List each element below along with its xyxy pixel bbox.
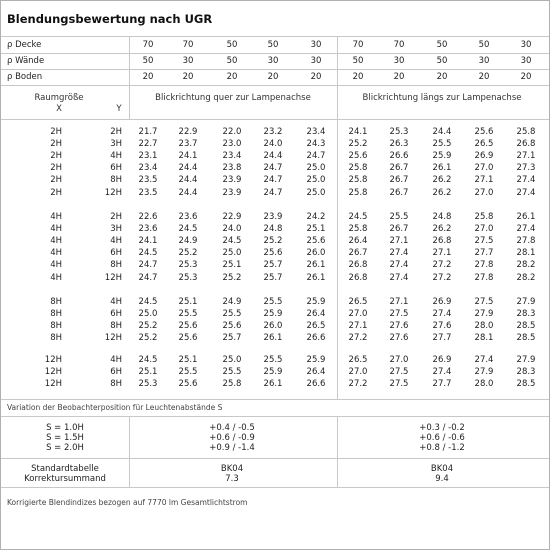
row-divider (1, 487, 549, 488)
spacing-label: S = 2.0H (46, 443, 84, 453)
reflectance-value: 30 (478, 56, 490, 66)
reflectance-value: 30 (267, 56, 279, 66)
footnote: Korrigierte Blendindizes bezogen auf 7770 lm Gesamtlichtstrom (7, 498, 248, 507)
ugr-value: 25.7 (222, 333, 242, 344)
ugr-value: 24.7 (263, 187, 283, 198)
room-x-value: 12H (44, 367, 62, 378)
ugr-value: 25.0 (306, 187, 326, 198)
ugr-value: 27.6 (389, 321, 409, 332)
reflectance-value: 20 (520, 72, 532, 82)
row-divider (1, 119, 549, 120)
reflectance-value: 50 (478, 40, 490, 50)
room-y-value: 3H (110, 224, 122, 235)
ugr-value: 26.4 (306, 367, 326, 378)
ugr-value: 25.8 (222, 379, 242, 390)
ugr-value: 24.5 (222, 236, 242, 247)
ugr-value: 25.2 (263, 236, 283, 247)
ugr-value: 27.8 (474, 272, 494, 283)
ugr-value: 27.4 (516, 224, 536, 235)
ugr-value: 25.1 (138, 367, 158, 378)
ugr-value: 26.6 (306, 333, 326, 344)
ugr-value: 26.5 (306, 321, 326, 332)
room-y-value: 3H (110, 139, 122, 150)
ugr-value: 26.7 (389, 187, 409, 198)
ugr-value: 22.9 (178, 127, 198, 137)
ugr-value: 27.9 (516, 297, 536, 307)
ugr-value: 24.9 (222, 297, 242, 307)
ugr-value: 28.1 (516, 248, 536, 259)
ugr-value: 24.5 (348, 212, 368, 222)
ugr-value: 26.7 (389, 163, 409, 174)
ugr-value: 27.0 (474, 163, 494, 174)
ugr-value: 23.2 (263, 127, 283, 137)
ugr-value: 26.6 (306, 379, 326, 390)
reflectance-value: 30 (520, 56, 532, 66)
room-x-value: 8H (50, 321, 62, 332)
ugr-value: 25.3 (178, 272, 198, 283)
ugr-value: 25.8 (348, 163, 368, 174)
page-title: Blendungsbewertung nach UGR (7, 12, 213, 26)
ugr-value: 27.4 (474, 355, 494, 365)
ugr-value: 26.1 (263, 333, 283, 344)
ugr-value: 28.0 (474, 379, 494, 390)
standard-table-label: Standardtabelle (31, 464, 99, 474)
ugr-value: 25.0 (306, 163, 326, 174)
ugr-value: 25.6 (222, 321, 242, 332)
ugr-value: 27.4 (389, 248, 409, 259)
room-x-value: 8H (50, 297, 62, 307)
ugr-value: 26.2 (432, 175, 452, 186)
reflectance-value: 20 (182, 72, 194, 82)
ugr-value: 23.9 (222, 175, 242, 186)
ugr-value: 27.4 (389, 272, 409, 283)
ugr-value: 25.3 (178, 260, 198, 271)
ugr-value: 24.3 (306, 139, 326, 150)
room-x-value: 4H (50, 260, 62, 271)
room-y-value: 6H (110, 367, 122, 378)
ugr-value: 26.6 (389, 151, 409, 162)
ugr-value: 27.1 (474, 175, 494, 186)
ugr-value: 26.8 (516, 139, 536, 150)
room-x-value: 8H (50, 333, 62, 344)
ugr-value: 27.0 (348, 309, 368, 320)
column-divider (129, 416, 130, 487)
row-divider (1, 85, 549, 86)
ugr-value: 26.0 (263, 321, 283, 332)
ugr-value: 27.4 (389, 260, 409, 271)
ugr-value: 28.2 (516, 272, 536, 283)
cross-standard-table: BK04 (220, 464, 244, 474)
reflectance-value: 20 (267, 72, 279, 82)
reflectance-value: 30 (520, 40, 532, 50)
ugr-value: 26.1 (306, 272, 326, 283)
variation-heading: Variation der Beobachterposition für Leuchtenabstände S (7, 403, 223, 412)
reflectance-value: 70 (182, 40, 194, 50)
ugr-value: 25.6 (306, 236, 326, 247)
room-y-value: 6H (110, 248, 122, 259)
row-divider (1, 69, 549, 70)
reflectance-value: 30 (393, 56, 405, 66)
ugr-value: 28.5 (516, 321, 536, 332)
ugr-value: 25.8 (348, 224, 368, 235)
ugr-value: 27.0 (474, 187, 494, 198)
room-x-value: 8H (50, 309, 62, 320)
ugr-value: 23.9 (222, 187, 242, 198)
ugr-value: 27.2 (348, 379, 368, 390)
reflectance-label: ρ Boden (7, 72, 43, 82)
ugr-value: 26.1 (306, 260, 326, 271)
ugr-value: 27.8 (516, 236, 536, 247)
ugr-value: 25.5 (389, 212, 409, 222)
room-y-value: 12H (104, 187, 122, 198)
ugr-value: 26.8 (348, 260, 368, 271)
ugr-value: 26.2 (432, 187, 452, 198)
reflectance-value: 20 (436, 72, 448, 82)
along-variation: +0.3 / -0.2 (419, 423, 465, 433)
ugr-value: 27.1 (432, 248, 452, 259)
row-divider (1, 53, 549, 54)
ugr-value: 26.1 (516, 212, 536, 222)
ugr-value: 24.4 (432, 127, 452, 137)
room-y-value: 8H (110, 379, 122, 390)
room-y-value: 8H (110, 175, 122, 186)
ugr-value: 28.1 (474, 333, 494, 344)
room-y-value: 8H (110, 260, 122, 271)
ugr-value: 25.0 (138, 309, 158, 320)
ugr-value: 23.0 (222, 139, 242, 150)
ugr-value: 25.8 (474, 212, 494, 222)
ugr-value: 22.0 (222, 127, 242, 137)
ugr-value: 27.7 (432, 333, 452, 344)
ugr-value: 28.3 (516, 367, 536, 378)
ugr-value: 26.2 (432, 224, 452, 235)
reflectance-value: 30 (182, 56, 194, 66)
ugr-value: 27.2 (432, 272, 452, 283)
ugr-value: 23.4 (138, 163, 158, 174)
ugr-value: 26.5 (474, 139, 494, 150)
y-header: Y (116, 104, 122, 114)
reflectance-value: 30 (310, 56, 322, 66)
ugr-value: 27.4 (432, 309, 452, 320)
ugr-value: 26.9 (474, 151, 494, 162)
ugr-value: 27.8 (474, 260, 494, 271)
ugr-value: 24.4 (178, 187, 198, 198)
reflectance-value: 20 (310, 72, 322, 82)
ugr-value: 23.8 (222, 163, 242, 174)
room-x-value: 4H (50, 272, 62, 283)
ugr-value: 26.5 (348, 297, 368, 307)
reflectance-value: 20 (393, 72, 405, 82)
ugr-value: 25.5 (222, 367, 242, 378)
ugr-value: 25.1 (222, 260, 242, 271)
ugr-value: 26.7 (389, 175, 409, 186)
reflectance-label: ρ Decke (7, 40, 42, 50)
ugr-value: 25.2 (138, 321, 158, 332)
ugr-value: 25.8 (348, 187, 368, 198)
ugr-value: 25.0 (222, 248, 242, 259)
reflectance-value: 50 (226, 56, 238, 66)
reflectance-value: 20 (478, 72, 490, 82)
room-y-value: 2H (110, 212, 122, 222)
ugr-value: 25.1 (178, 355, 198, 365)
ugr-value: 24.7 (306, 151, 326, 162)
ugr-value: 25.5 (263, 297, 283, 307)
ugr-value: 26.7 (389, 224, 409, 235)
column-divider (337, 416, 338, 487)
x-header: X (56, 104, 62, 114)
ugr-value: 27.6 (432, 321, 452, 332)
correction-label: Korrektursummand (24, 474, 106, 484)
room-x-value: 2H (50, 151, 62, 162)
room-x-value: 4H (50, 236, 62, 247)
ugr-value: 27.1 (389, 236, 409, 247)
ugr-value: 23.6 (178, 212, 198, 222)
ugr-value: 24.4 (263, 151, 283, 162)
along-correction: 9.4 (435, 474, 449, 484)
ugr-value: 24.2 (306, 212, 326, 222)
ugr-value: 23.4 (222, 151, 242, 162)
room-x-value: 2H (50, 139, 62, 150)
ugr-value: 26.0 (306, 248, 326, 259)
room-y-value: 4H (110, 355, 122, 365)
room-y-value: 4H (110, 297, 122, 307)
ugr-value: 24.4 (178, 163, 198, 174)
along-variation: +0.6 / -0.6 (419, 433, 465, 443)
ugr-value: 24.9 (178, 236, 198, 247)
ugr-value: 27.1 (389, 297, 409, 307)
ugr-value: 22.7 (138, 139, 158, 150)
reflectance-value: 20 (352, 72, 364, 82)
room-x-value: 12H (44, 379, 62, 390)
ugr-value: 21.7 (138, 127, 158, 137)
room-x-value: 2H (50, 163, 62, 174)
ugr-value: 24.7 (263, 175, 283, 186)
ugr-value: 26.9 (432, 355, 452, 365)
reflectance-value: 50 (352, 56, 364, 66)
ugr-value: 24.5 (178, 224, 198, 235)
ugr-value: 25.3 (138, 379, 158, 390)
cross-variation: +0.9 / -1.4 (209, 443, 255, 453)
ugr-value: 27.5 (389, 367, 409, 378)
cross-direction-header: Blickrichtung quer zur Lampenachse (155, 93, 311, 103)
ugr-value: 26.7 (348, 248, 368, 259)
ugr-value: 25.6 (178, 333, 198, 344)
ugr-value: 25.2 (222, 272, 242, 283)
ugr-value: 25.5 (178, 309, 198, 320)
ugr-value: 27.7 (474, 248, 494, 259)
ugr-value: 27.0 (474, 224, 494, 235)
ugr-value: 24.5 (138, 355, 158, 365)
ugr-value: 28.5 (516, 379, 536, 390)
ugr-value: 23.4 (306, 127, 326, 137)
row-divider (1, 36, 549, 37)
ugr-value: 24.8 (263, 224, 283, 235)
ugr-value: 24.7 (138, 272, 158, 283)
ugr-value: 22.6 (138, 212, 158, 222)
ugr-value: 27.2 (348, 333, 368, 344)
reflectance-value: 50 (226, 40, 238, 50)
ugr-value: 27.2 (432, 260, 452, 271)
ugr-value: 24.7 (138, 260, 158, 271)
along-variation: +0.8 / -1.2 (419, 443, 465, 453)
room-y-value: 4H (110, 236, 122, 247)
ugr-value: 24.5 (138, 248, 158, 259)
room-y-value: 2H (110, 127, 122, 137)
spacing-label: S = 1.5H (46, 433, 84, 443)
reflectance-value: 70 (393, 40, 405, 50)
ugr-value: 25.5 (263, 355, 283, 365)
ugr-value: 24.1 (138, 236, 158, 247)
ugr-value: 27.5 (474, 297, 494, 307)
spacing-label: S = 1.0H (46, 423, 84, 433)
ugr-value: 26.3 (389, 139, 409, 150)
ugr-value: 28.5 (516, 333, 536, 344)
ugr-value: 25.9 (306, 355, 326, 365)
ugr-value: 24.5 (138, 297, 158, 307)
reflectance-value: 20 (226, 72, 238, 82)
room-y-value: 6H (110, 163, 122, 174)
ugr-value: 24.0 (222, 224, 242, 235)
reflectance-value: 70 (352, 40, 364, 50)
reflectance-value: 50 (436, 40, 448, 50)
ugr-value: 23.5 (138, 175, 158, 186)
reflectance-value: 50 (436, 56, 448, 66)
ugr-value: 25.9 (306, 297, 326, 307)
ugr-value: 23.5 (138, 187, 158, 198)
reflectance-label: ρ Wände (7, 56, 45, 66)
ugr-value: 28.2 (516, 260, 536, 271)
ugr-value: 27.5 (474, 236, 494, 247)
room-y-value: 12H (104, 272, 122, 283)
room-x-value: 4H (50, 212, 62, 222)
room-x-value: 12H (44, 355, 62, 365)
ugr-value: 23.7 (178, 139, 198, 150)
room-x-value: 2H (50, 175, 62, 186)
ugr-value: 27.4 (516, 175, 536, 186)
ugr-value: 25.7 (263, 272, 283, 283)
ugr-value: 27.5 (389, 309, 409, 320)
ugr-value: 27.0 (389, 355, 409, 365)
reflectance-value: 50 (142, 56, 154, 66)
ugr-value: 25.5 (432, 139, 452, 150)
ugr-value: 25.1 (306, 224, 326, 235)
ugr-value: 25.6 (178, 321, 198, 332)
reflectance-value: 70 (142, 40, 154, 50)
ugr-value: 25.9 (263, 309, 283, 320)
ugr-value: 26.1 (432, 163, 452, 174)
ugr-value: 27.1 (348, 321, 368, 332)
ugr-value: 25.6 (263, 248, 283, 259)
room-y-value: 4H (110, 151, 122, 162)
ugr-value: 27.4 (432, 367, 452, 378)
ugr-value: 24.1 (178, 151, 198, 162)
ugr-value: 27.9 (516, 355, 536, 365)
ugr-value: 24.1 (348, 127, 368, 137)
ugr-value: 27.5 (389, 379, 409, 390)
ugr-value: 28.3 (516, 309, 536, 320)
ugr-value: 26.9 (432, 297, 452, 307)
ugr-value: 25.2 (138, 333, 158, 344)
ugr-value: 24.8 (432, 212, 452, 222)
ugr-value: 25.6 (348, 151, 368, 162)
ugr-value: 27.6 (389, 333, 409, 344)
ugr-value: 28.0 (474, 321, 494, 332)
ugr-value: 25.0 (306, 175, 326, 186)
reflectance-value: 20 (142, 72, 154, 82)
room-y-value: 12H (104, 333, 122, 344)
row-divider (1, 399, 549, 400)
reflectance-value: 30 (310, 40, 322, 50)
ugr-value: 27.9 (474, 309, 494, 320)
room-x-value: 4H (50, 224, 62, 235)
ugr-value: 26.4 (306, 309, 326, 320)
ugr-value: 25.9 (432, 151, 452, 162)
ugr-value: 26.8 (348, 272, 368, 283)
room-y-value: 6H (110, 309, 122, 320)
ugr-value: 24.7 (263, 163, 283, 174)
room-x-value: 2H (50, 127, 62, 137)
ugr-value: 23.6 (138, 224, 158, 235)
ugr-value: 26.4 (348, 236, 368, 247)
room-x-value: 2H (50, 187, 62, 198)
ugr-value: 26.1 (263, 379, 283, 390)
ugr-value: 25.3 (389, 127, 409, 137)
room-x-value: 4H (50, 248, 62, 259)
ugr-value: 25.6 (474, 127, 494, 137)
cross-variation: +0.6 / -0.9 (209, 433, 255, 443)
row-divider (1, 416, 549, 417)
cross-variation: +0.4 / -0.5 (209, 423, 255, 433)
room-y-value: 8H (110, 321, 122, 332)
ugr-value: 25.8 (348, 175, 368, 186)
ugr-value: 25.9 (263, 367, 283, 378)
cross-correction: 7.3 (225, 474, 239, 484)
ugr-value: 25.2 (178, 248, 198, 259)
along-direction-header: Blickrichtung längs zur Lampenachse (362, 93, 522, 103)
ugr-value: 26.5 (348, 355, 368, 365)
ugr-value: 25.7 (263, 260, 283, 271)
ugr-value: 25.2 (348, 139, 368, 150)
ugr-value: 25.1 (178, 297, 198, 307)
ugr-value: 23.9 (263, 212, 283, 222)
ugr-value: 24.0 (263, 139, 283, 150)
ugr-value: 27.0 (348, 367, 368, 378)
ugr-value: 25.5 (178, 367, 198, 378)
ugr-value: 24.4 (178, 175, 198, 186)
reflectance-value: 50 (267, 40, 279, 50)
ugr-value: 27.1 (516, 151, 536, 162)
ugr-value: 25.5 (222, 309, 242, 320)
room-size-header: Raumgröße (34, 93, 84, 103)
ugr-value: 25.0 (222, 355, 242, 365)
ugr-value: 27.3 (516, 163, 536, 174)
row-divider (1, 458, 549, 459)
ugr-value: 27.7 (432, 379, 452, 390)
ugr-value: 26.8 (432, 236, 452, 247)
ugr-value: 25.6 (178, 379, 198, 390)
ugr-value: 22.9 (222, 212, 242, 222)
ugr-value: 27.4 (516, 187, 536, 198)
along-standard-table: BK04 (430, 464, 454, 474)
ugr-value: 23.1 (138, 151, 158, 162)
ugr-value: 27.9 (474, 367, 494, 378)
ugr-value: 25.8 (516, 127, 536, 137)
